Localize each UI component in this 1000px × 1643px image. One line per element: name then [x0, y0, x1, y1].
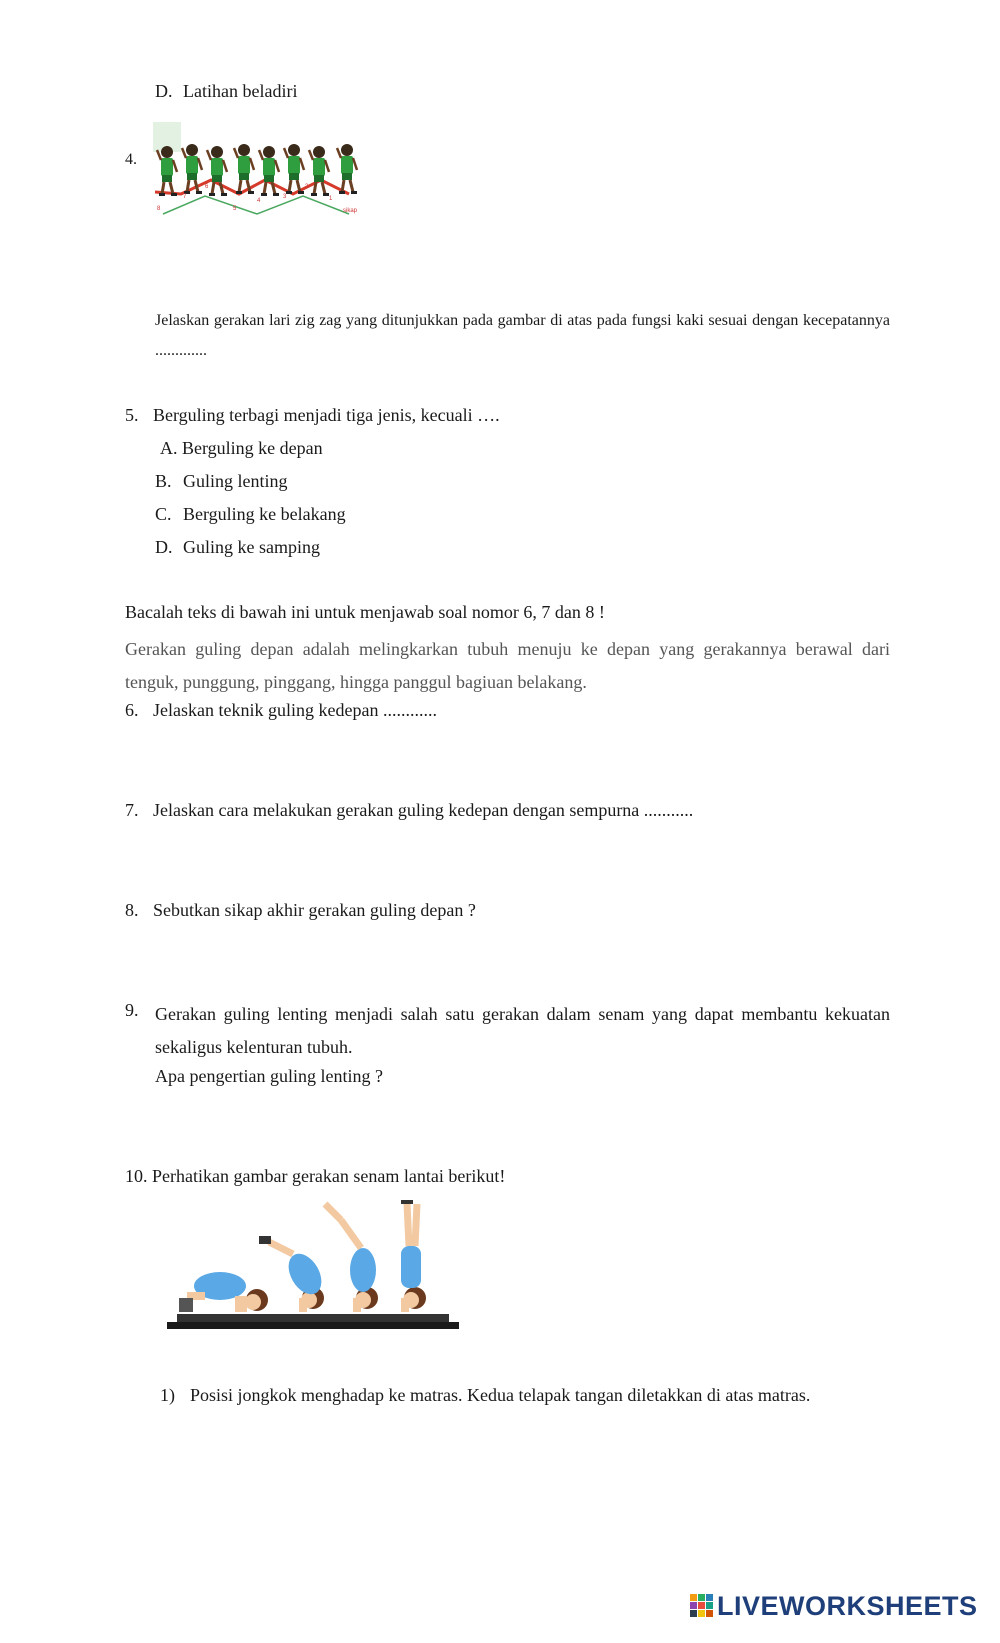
zigzag-mark: 2 [305, 184, 309, 190]
q5-option-b-text: Guling lenting [183, 471, 288, 491]
runner-figure [207, 146, 227, 196]
q9-text: Gerakan guling lenting menjadi salah satu gerakan dalam senam yang dapat membantu kekuatan sekaligus kelenturan tubuh. [155, 1004, 890, 1057]
q4-number: 4. [125, 151, 137, 168]
zigzag-mark: 6 [205, 184, 209, 190]
q9-question: Apa pengertian guling lenting ? [155, 1066, 383, 1086]
q5-question [125, 403, 500, 427]
q5-option-d-label: D. [155, 537, 173, 557]
runner-figure [309, 146, 329, 196]
q5-number: 5. [125, 405, 139, 425]
q5-option-b-label: B. [155, 471, 172, 491]
gymnast-figure [259, 1236, 328, 1312]
runner-figure [157, 146, 177, 196]
q8-number: 8. [125, 900, 139, 920]
liveworksheets-wordmark: LIVEWORKSHEETS [717, 1591, 978, 1621]
q5-option-a-text: Berguling ke depan [182, 438, 323, 458]
q6-question [125, 698, 437, 722]
q7-question [125, 798, 693, 822]
q5-option-d [155, 535, 320, 559]
liveworksheets-logo-icon [689, 1592, 715, 1620]
q5-option-b [155, 469, 288, 493]
q3-option-d [155, 79, 297, 103]
q8-question [125, 898, 476, 922]
q5-option-d-text: Guling ke samping [183, 537, 320, 557]
runner-figure [284, 144, 304, 194]
gymnast-figure [401, 1200, 426, 1312]
reading-passage: Gerakan guling depan adalah melingkarkan tubuh menuju ke depan yang gerakannya berawal dari tenguk, punggung, pinggang, hingga panggul bagiuan belakang. [125, 639, 890, 692]
zigzag-mark: 7 [183, 194, 187, 200]
q10-number: 10. [125, 1166, 148, 1186]
gymnast-figure [179, 1272, 268, 1312]
zigzag-run-figure [153, 122, 371, 226]
zigzag-mark: 1 [329, 196, 333, 202]
zigzag-mark: 4 [257, 198, 261, 204]
reading-instruction: Bacalah teks di bawah ini untuk menjawab soal nomor 6, 7 dan 8 ! [125, 602, 605, 622]
q6-text: Jelaskan teknik guling kedepan ............ [153, 700, 437, 720]
headstand-sequence-figure [165, 1200, 465, 1336]
runner-figure [259, 146, 279, 196]
q8-text: Sebutkan sikap akhir gerakan guling depan ? [153, 900, 476, 920]
q3-option-d-text: Latihan beladiri [183, 81, 298, 101]
q5-option-a-label: A. [160, 438, 178, 458]
q6-number: 6. [125, 700, 139, 720]
q10-step1-label: 1) [160, 1385, 175, 1405]
q5-option-a [160, 436, 323, 460]
q3-option-d-label: D. [155, 81, 173, 101]
q4-text: Jelaskan gerakan lari zig zag yang ditunjukkan pada gambar di atas pada fungsi kaki sesuai dengan kecepatannya ............. [155, 312, 890, 359]
liveworksheets-brand[interactable] [689, 1590, 978, 1622]
q5-option-c-label: C. [155, 504, 172, 524]
q10-step1 [160, 1383, 810, 1407]
q10-step1-text: Posisi jongkok menghadap ke matras. Kedua telapak tangan diletakkan di atas matras. [190, 1385, 811, 1405]
q10-text: Perhatikan gambar gerakan senam lantai berikut! [152, 1166, 506, 1186]
q7-text: Jelaskan cara melakukan gerakan guling kedepan dengan sempurna ........... [153, 800, 694, 820]
q7-number: 7. [125, 800, 139, 820]
gymnast-figure [317, 1200, 378, 1312]
zigzag-mark: 3 [283, 194, 287, 200]
zigzag-mark: 5 [233, 206, 237, 212]
q5-option-c-text: Berguling ke belakang [183, 504, 346, 524]
q5-text: Berguling terbagi menjadi tiga jenis, kecuali …. [153, 405, 500, 425]
q9-number: 9. [125, 1000, 139, 1020]
q5-option-c [155, 502, 346, 526]
zigzag-mark: sikap [343, 208, 358, 214]
q10-question [125, 1164, 505, 1188]
runner-figure [337, 144, 357, 194]
zigzag-mark: 8 [157, 206, 161, 212]
